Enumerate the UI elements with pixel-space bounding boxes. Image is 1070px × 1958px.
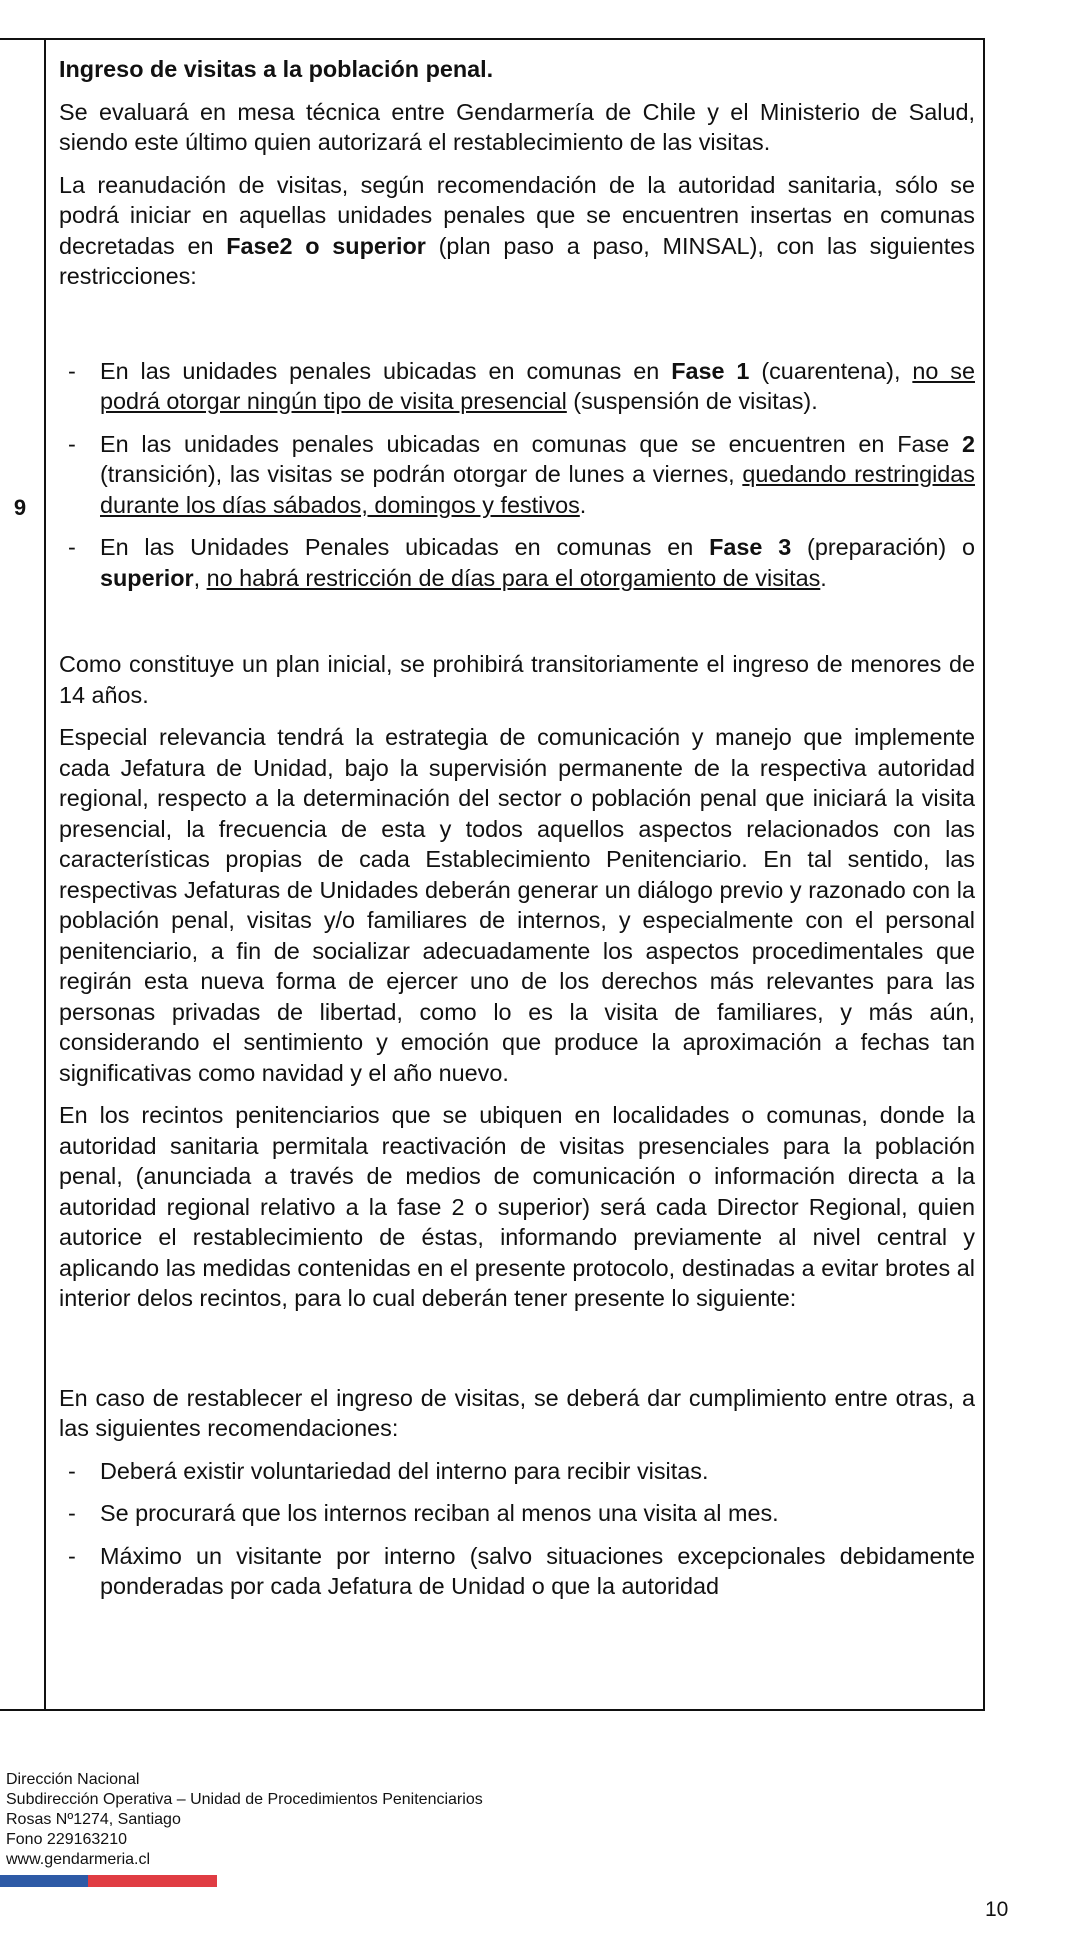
paragraph-evaluation: Se evaluará en mesa técnica entre Gendarmería de Chile y el Ministerio de Salud, siendo este último quien autorizará el restablecimiento de las visitas. <box>59 98 975 155</box>
section-title: Ingreso de visitas a la población penal. <box>59 56 494 82</box>
phase-restrictions-list <box>59 356 975 594</box>
recommendation-item: - Se procurará que los internos reciban al menos una visita al mes. <box>68 1500 779 1526</box>
content-table <box>0 38 985 1711</box>
page-number: 10 <box>985 1898 1009 1921</box>
row-content <box>59 54 975 1614</box>
row-number-column <box>0 40 46 1709</box>
footer-bar-blue <box>0 1875 88 1887</box>
footer-address <box>6 1770 483 1870</box>
row-number: 9 <box>13 495 27 520</box>
recommendations-list <box>59 1456 975 1602</box>
phase-1-item: - En las unidades penales ubicadas en comunas en Fase 1 (cuarentena), no se podrá otorgar ningún tipo de visita presencial (suspensión de visitas). <box>68 357 975 414</box>
footer-line-address: Rosas Nº1274, Santiago <box>6 1811 181 1828</box>
phase-3-item: - En las Unidades Penales ubicadas en comunas en Fase 3 (preparación) o superior, no habrá restricción de días para el otorgamiento de visitas. <box>68 534 975 591</box>
paragraph-minors: Como constituye un plan inicial, se prohibirá transitoriamente el ingreso de menores de 14 años. <box>59 651 975 708</box>
paragraph-regional: En los recintos penitenciarios que se ubiquen en localidades o comunas, donde la autoridad sanitaria permitala reactivación de visitas presenciales para la población penal, (anunciada a través de medios de comunicación o información directa a la autoridad regional relativo a la fase 2 o superior) será cada Director Regional, quien autorice el restablecimiento de éstas, informando previamente al nivel central y aplicando las medidas contenidas en el presente protocolo, destinadas a evitar brotes al interior delos recintos, para lo cual deberán tener presente lo siguiente: <box>59 1102 975 1311</box>
phase-2-item: - En las unidades penales ubicadas en comunas que se encuentren en Fase 2 (transición), las visitas se podrán otorgar de lunes a viernes, quedando restringidas durante los días sábados, domingos y festivos. <box>68 430 975 518</box>
footer-line-website: www.gendarmeria.cl <box>6 1851 151 1868</box>
footer-line-phone: Fono 229163210 <box>6 1831 127 1848</box>
recommendation-item: - Deberá existir voluntariedad del interno para recibir visitas. <box>68 1457 709 1484</box>
paragraph-reestablish: En caso de restablecer el ingreso de visitas, se deberá dar cumplimiento entre otras, a las siguientes recomendaciones: <box>59 1384 975 1441</box>
paragraph-communication: Especial relevancia tendrá la estrategia de comunicación y manejo que implemente cada Jefatura de Unidad, bajo la supervisión permanente de la respectiva autoridad regional, respecto a la determinación del sector o población penal que iniciará la visita presencial, la frecuencia de esta y todos aquellos aspectos relacionados con las características propias de cada Establecimiento Penitenciario. En tal sentido, las respectivas Jefaturas de Unidades deberán generar un diálogo previo y razonado con la población penal, visitas y/o familiares de internos, y especialmente con el personal penitenciario, a fin de socializar adecuadamente los aspectos procedimentales que regirán esta nueva forma de ejercer uno de los derechos más relevantes para las personas privadas de libertad, como lo es la visita de familiares, y más aún, considerando el sentimiento y emoción que produce la aproximación a fechas tan significativas como navidad y el año nuevo. <box>59 724 975 1086</box>
footer-line-subdireccion: Subdirección Operativa – Unidad de Procedimientos Penitenciarios <box>6 1791 483 1808</box>
footer-bar-red <box>88 1875 217 1887</box>
footer-line-direccion: Dirección Nacional <box>6 1771 140 1788</box>
paragraph-resumption: La reanudación de visitas, según recomendación de la autoridad sanitaria, sólo se podrá iniciar en aquellas unidades penales que se encuentren insertas en comunas decretadas en Fase2 o superior (plan paso a paso, MINSAL), con las siguientes restricciones: <box>59 171 975 289</box>
recommendation-item: - Máximo un visitante por interno (salvo situaciones excepcionales debidamente ponderadas por cada Jefatura de Unidad o que la autoridad <box>68 1542 975 1599</box>
